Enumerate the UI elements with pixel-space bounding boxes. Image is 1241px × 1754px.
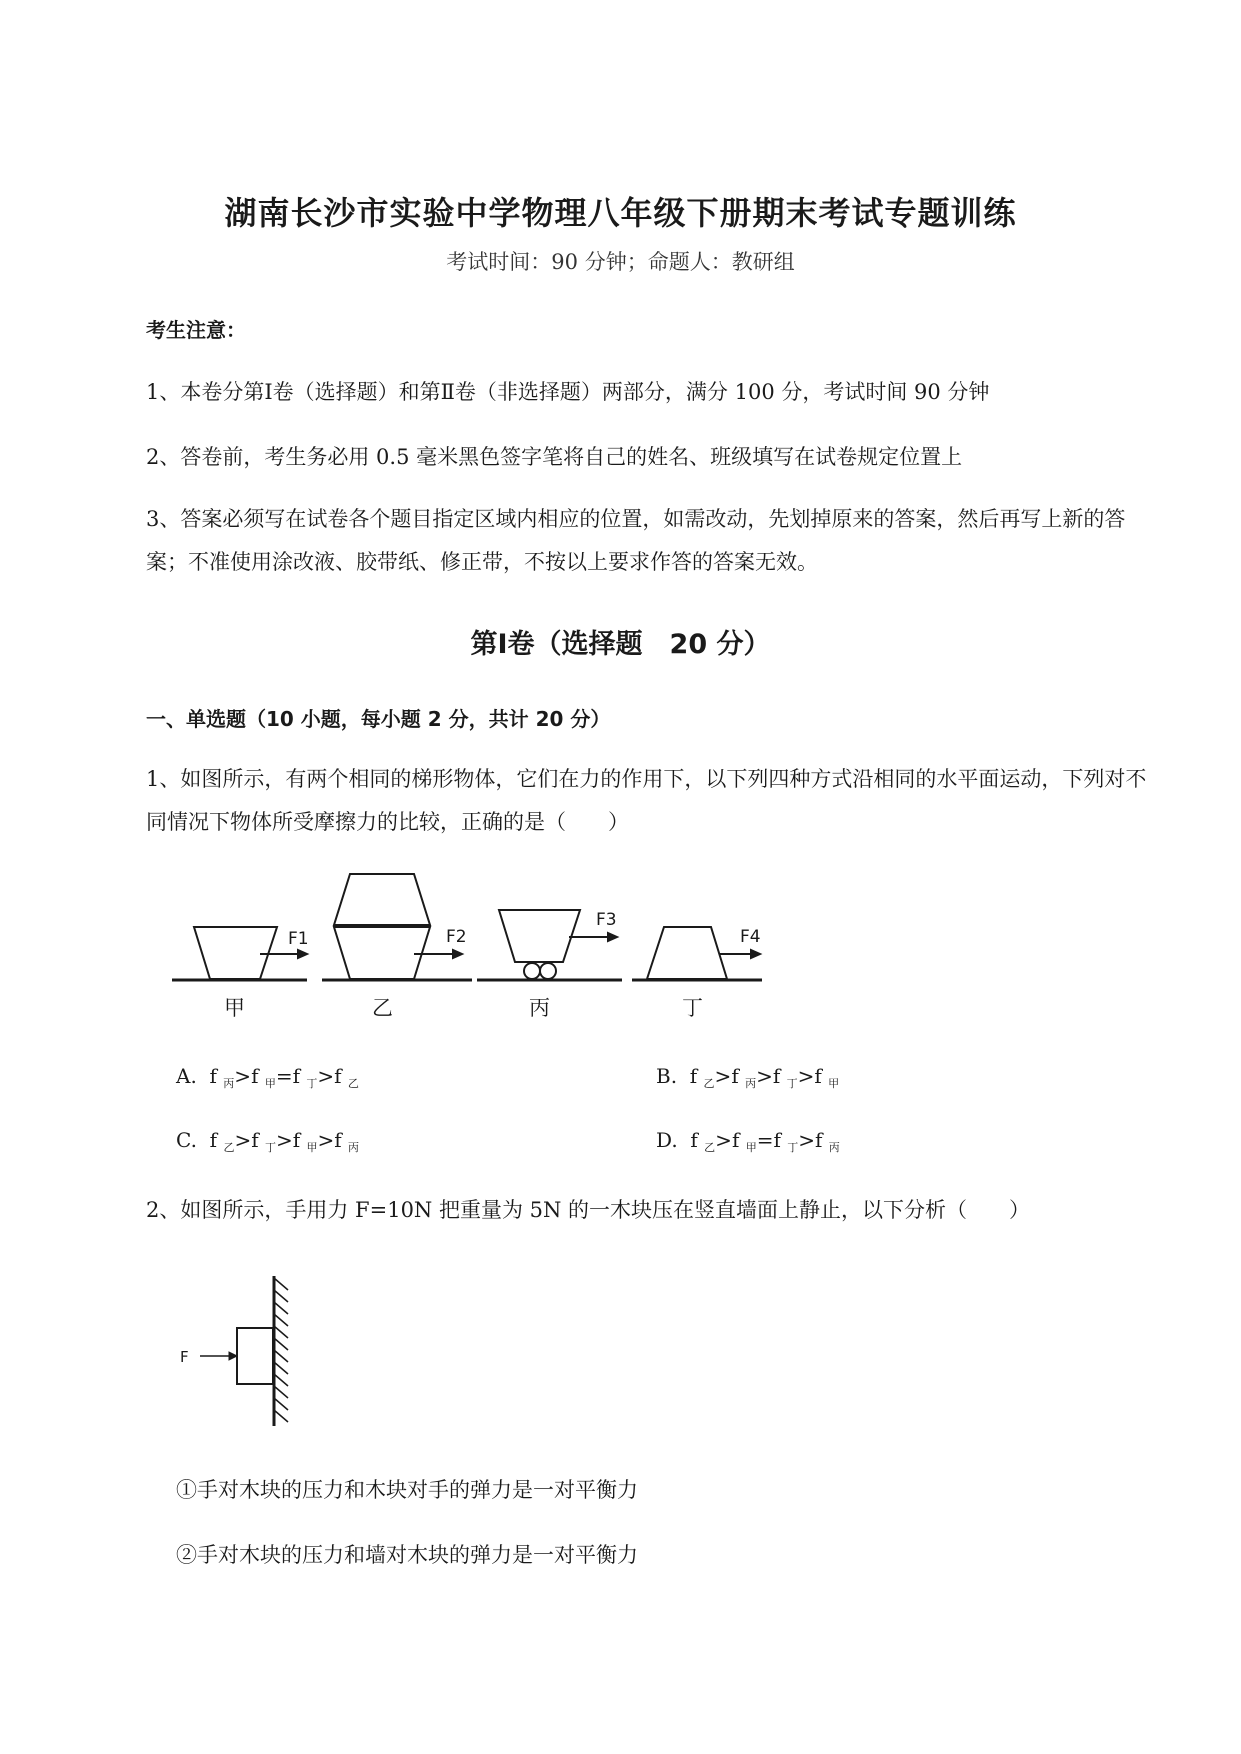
force-label-f1: F1 (288, 929, 309, 949)
force-label-f3: F3 (596, 910, 617, 930)
option-c[interactable]: C. f $_乙$>f $_丁$>f $_甲$>f $_丙$ (176, 1128, 360, 1154)
case-jia-diagram (172, 927, 307, 980)
question-2-figure (172, 1268, 312, 1438)
notice-item-1: 1、本卷分第Ⅰ卷（选择题）和第Ⅱ卷（非选择题）两部分，满分 100 分，考试时间 90 分钟 (146, 380, 990, 404)
case-label-ding: 丁 (682, 996, 703, 1020)
case-label-yi: 乙 (372, 996, 393, 1020)
part-heading: 一、单选题（10 小题，每小题 2 分，共计 20 分） (146, 707, 611, 731)
notice-item-3: 3、答案必须写在试卷各个题目指定区域内相应的位置，如需改动，先划掉原来的答案，然后再写上新的答案；不准使用涂改液、胶带纸、修正带，不按以上要求作答的答案无效。 (146, 507, 1126, 574)
case-label-bing: 丙 (529, 996, 550, 1020)
case-label-jia: 甲 (224, 996, 245, 1020)
question-1-figure (172, 862, 792, 1032)
statement-2: ②手对木块的压力和墙对木块的弹力是一对平衡力 (176, 1543, 638, 1567)
question-1-stem: 1、如图所示，有两个相同的梯形物体，它们在力的作用下，以下列四种方式沿相同的水平面运动，下列对不同情况下物体所受摩擦力的比较，正确的是（ ） (146, 767, 1147, 834)
wooden-block (237, 1328, 273, 1384)
force-label-f2: F2 (446, 927, 467, 947)
statement-1: ①手对木块的压力和木块对手的弹力是一对平衡力 (176, 1478, 638, 1502)
exam-info: 考试时间：90 分钟；命题人：教研组 (446, 250, 795, 274)
force-label-f4: F4 (740, 927, 761, 947)
force-label-f: F (180, 1348, 189, 1366)
notice-item-2: 2、答卷前，考生务必用 0.5 毫米黑色签字笔将自己的姓名、班级填写在试卷规定位置上 (146, 445, 963, 469)
question-2-stem: 2、如图所示，手用力 F=10N 把重量为 5N 的一木块压在竖直墙面上静止，以下分析（ ） (146, 1198, 1031, 1222)
section-title: 第Ⅰ卷（选择题 20 分） (470, 629, 771, 660)
notice-heading: 考生注意： (146, 318, 246, 342)
option-a[interactable]: A. f $_丙$>f $_甲$=f $_丁$>f $_乙$ (176, 1064, 359, 1090)
page-title: 湖南长沙市实验中学物理八年级下册期末考试专题训练 (224, 194, 1017, 232)
option-d[interactable]: D. f $_乙$>f $_甲$=f $_丁$>f $_丙$ (656, 1128, 840, 1154)
option-b[interactable]: B. f $_乙$>f $_丙$>f $_丁$>f $_甲$ (656, 1064, 840, 1090)
